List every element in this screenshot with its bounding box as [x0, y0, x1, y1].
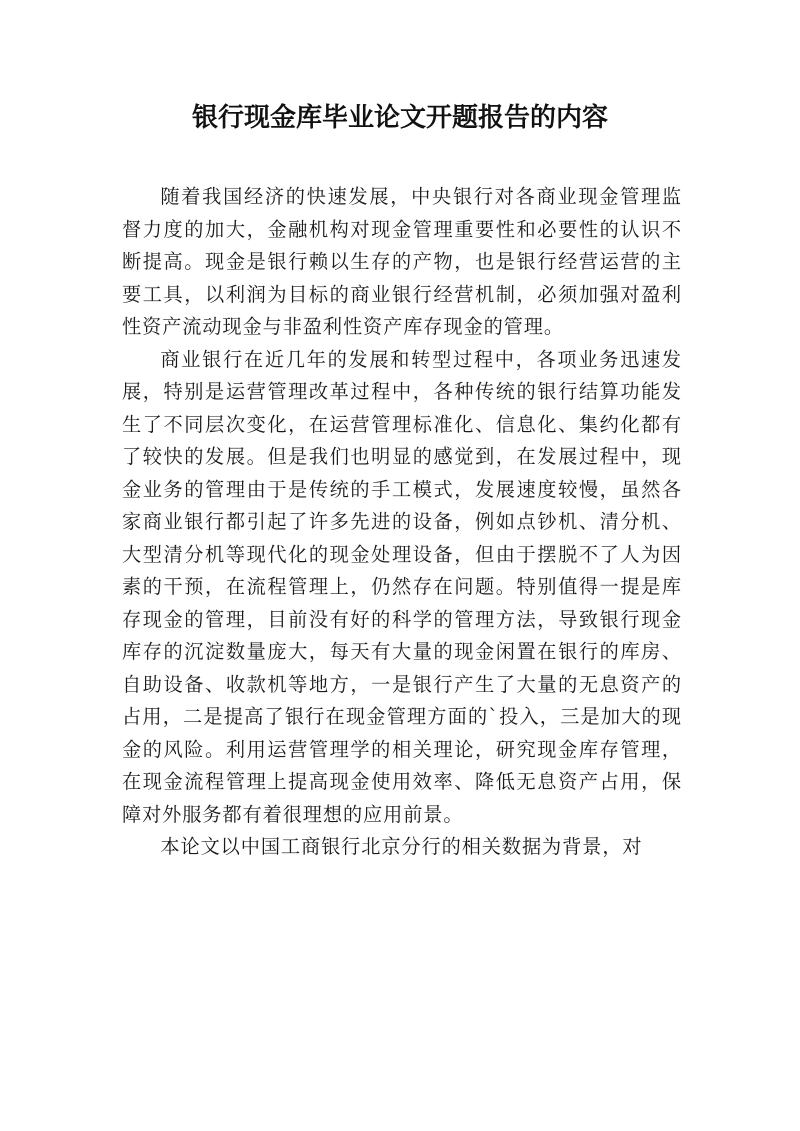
paragraph-3: 本论文以中国工商银行北京分行的相关数据为背景，对 [160, 835, 643, 858]
document-body [122, 181, 682, 864]
paragraph-2: 商业银行在近几年的发展和转型过程中，各项业务迅速发展，特别是运营管理改革过程中，各种传统的银行结算功能发生了不同层次变化，在运营管理标准化、信息化、集约化都有了较快的发展。但是我们也明显的感觉到，在发展过程中，现金业务的管理由于是传统的手工模式，发展速度较慢，虽然各家商业银行都引起了许多先进的设备，例如点钞机、清分机、大型清分机等现代化的现金处理设备，但由于摆脱不了人为因素的干预，在流程管理上，仍然存在问题。特别值得一提是库存现金的管理，目前没有好的科学的管理方法，导致银行现金库存的沉淀数量庞大，每天有大量的现金闲置在银行的库房、自助设备、收款机等地方，一是银行产生了大量的无息资产的占用，二是提高了银行在现金管理方面的`投入，三是加大的现金的风险。利用运营管理学的相关理论，研究现金库存管理，在现金流程管理上提高现金使用效率、降低无息资产占用，保障对外服务都有着很理想的应用前景。 [122, 347, 682, 826]
document-title: 银行现金库毕业论文开题报告的内容 [191, 103, 608, 133]
paragraph-1: 随着我国经济的快速发展，中央银行对各商业现金管理监督力度的加大，金融机构对现金管理重要性和必要性的认识不断提高。现金是银行赖以生存的产物，也是银行经营运营的主要工具，以利润为目标的商业银行经营机制，必须加强对盈利性资产流动现金与非盈利性资产库存现金的管理。 [122, 185, 682, 338]
